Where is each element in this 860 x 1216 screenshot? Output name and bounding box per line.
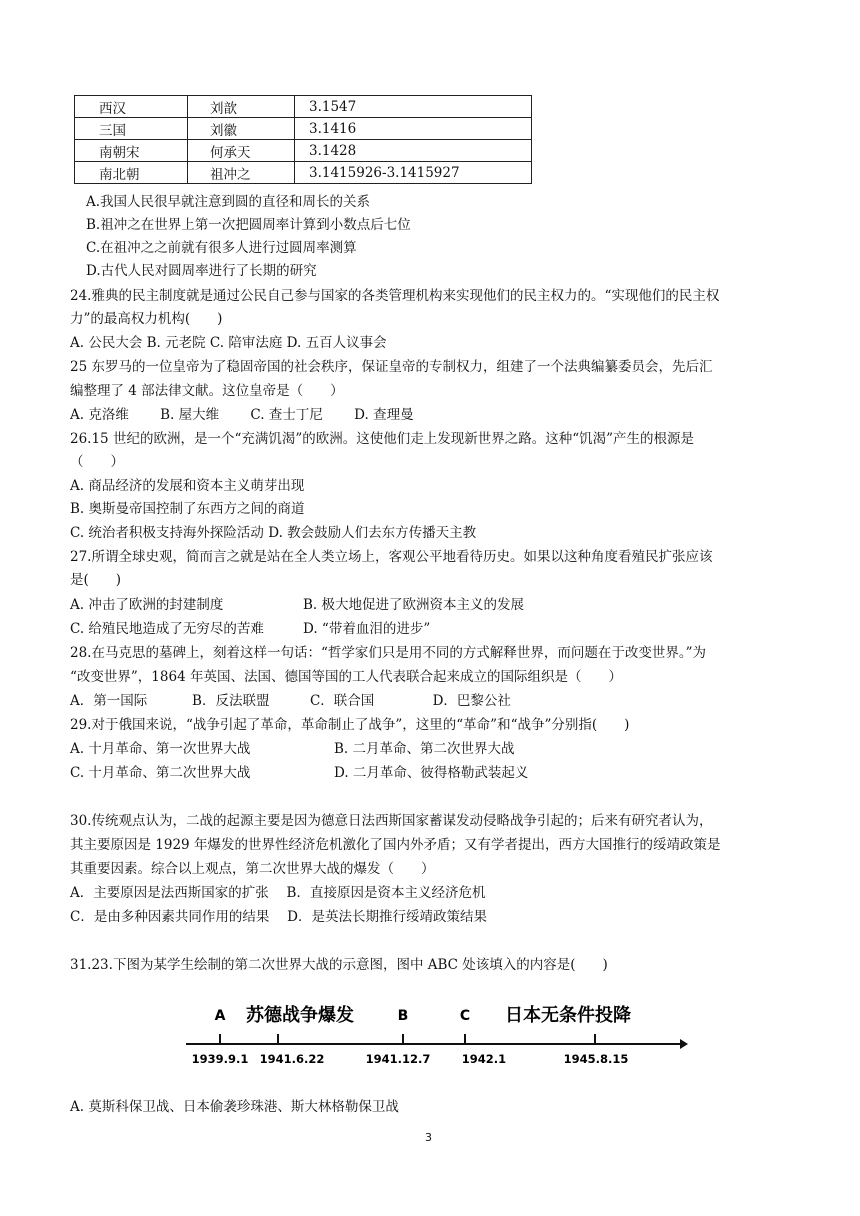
- q27-option-c: C. 给殖民地造成了无穷尽的苦难: [70, 621, 264, 637]
- timeline-label-soviet-war: 苏德战争爆发: [246, 1005, 354, 1026]
- dynasty-cell: 南朝宋: [75, 140, 188, 162]
- timeline-label-japan-surrender: 日本无条件投降: [505, 1005, 631, 1026]
- timeline-date-1: 1939.9.1: [191, 1052, 249, 1066]
- q25-options: A. 克洛维 B. 屋大维 C. 查士丁尼 D. 查理曼: [70, 407, 414, 423]
- pi-history-table: [74, 95, 532, 184]
- mathematician-cell: 刘徽: [188, 118, 295, 140]
- dynasty-cell: 南北朝: [75, 162, 188, 184]
- q24-options: A. 公民大会 B. 元老院 C. 陪审法庭 D. 五百人议事会: [70, 335, 387, 351]
- pi-value-cell: 3.1416: [295, 118, 532, 140]
- ww2-timeline-diagram: [180, 1000, 690, 1072]
- q29-option-a: A. 十月革命、第一次世界大战: [70, 741, 251, 757]
- timeline-label-c: C: [459, 1008, 471, 1024]
- dynasty-cell: 西汉: [75, 96, 188, 118]
- q23-option-c: C.在祖冲之之前就有很多人进行过圆周率测算: [86, 240, 357, 256]
- mathematician-cell: 刘歆: [188, 96, 295, 118]
- q27-stem-line-1: 27.所谓全球史观，简而言之就是站在全人类立场上，客观公平地看待历史。如果以这种角度看殖民扩张应该: [70, 549, 713, 565]
- pi-table-body: [75, 96, 532, 184]
- q28-options: A．第一国际 B．反法联盟 C．联合国 D．巴黎公社: [70, 693, 511, 709]
- q26-stem-line-1: 26.15 世纪的欧洲，是一个“充满饥渴”的欧洲。这使他们走上发现新世界之路。这种“饥渴”产生的根源是: [70, 431, 695, 447]
- q24-stem-line-2: 力”的最高权力机构( ): [70, 311, 223, 327]
- q28-stem-line-2: “改变世界”，1864 年英国、法国、德国等国的工人代表联合起来成立的国际组织是（ ）: [70, 669, 622, 685]
- q27-option-a: A. 冲击了欧洲的封建制度: [70, 597, 224, 613]
- q26-option-b: B. 奥斯曼帝国控制了东西方之间的商道: [70, 501, 305, 517]
- q28-stem-line-1: 28.在马克思的墓碑上，刻着这样一句话：“哲学家们只是用不同的方式解释世界，而问题在于改变世界。”为: [70, 645, 707, 661]
- pi-value-cell: 3.1415926-3.1415927: [295, 162, 532, 184]
- q29-option-d: D. 二月革命、彼得格勒武装起义: [334, 765, 529, 781]
- pi-table-row: [75, 118, 532, 140]
- q26-option-a: A. 商品经济的发展和资本主义萌芽出现: [70, 478, 305, 494]
- q29-stem: 29.对于俄国来说，“战争引起了革命，革命制止了战争”，这里的“革命”和“战争”分别指( ): [70, 717, 630, 733]
- pi-value-cell: 3.1547: [295, 96, 532, 118]
- pi-table-row: [75, 162, 532, 184]
- q29-option-b: B. 二月革命、第二次世界大战: [334, 741, 515, 757]
- q30-options-ab: A．主要原因是法西斯国家的扩张 B．直接原因是资本主义经济危机: [70, 885, 486, 901]
- q30-options-cd: C．是由多种因素共同作用的结果 D．是英法长期推行绥靖政策结果: [70, 909, 487, 925]
- pi-value-cell: 3.1428: [295, 140, 532, 162]
- dynasty-cell: 三国: [75, 118, 188, 140]
- q23-option-b: B.祖冲之在世界上第一次把圆周率计算到小数点后七位: [86, 217, 411, 233]
- timeline-date-5: 1945.8.15: [563, 1052, 629, 1066]
- pi-table-row: [75, 96, 532, 118]
- pi-table-row: [75, 140, 532, 162]
- q26-stem-line-2: （ ）: [70, 454, 124, 470]
- timeline-date-2: 1941.6.22: [259, 1052, 325, 1066]
- q27-option-d: D. “带着血泪的进步”: [303, 621, 431, 637]
- q30-stem-line-1: 30.传统观点认为，二战的起源主要是因为德意日法西斯国家蓄谋发动侵略战争引起的；后来有研究者认为，: [70, 813, 713, 829]
- q25-stem-line-1: 25 东罗马的一位皇帝为了稳固帝国的社会秩序，保证皇帝的专制权力，组建了一个法典编纂委员会，先后汇: [70, 359, 713, 375]
- timeline-date-4: 1942.1: [461, 1052, 507, 1066]
- q31-option-a: A. 莫斯科保卫战、日本偷袭珍珠港、斯大林格勒保卫战: [70, 1099, 399, 1115]
- q31-stem: 31.23.下图为某学生绘制的第二次世界大战的示意图，图中 ABC 处该填入的内容是( ): [70, 957, 608, 973]
- q24-stem-line-1: 24.雅典的民主制度就是通过公民自己参与国家的各类管理机构来实现他们的民主权力的。“实现他们的民主权: [70, 288, 720, 304]
- timeline-label-a: A: [214, 1008, 226, 1024]
- q23-option-d: D.古代人民对圆周率进行了长期的研究: [86, 263, 317, 279]
- q30-stem-line-3: 其重要因素。综合以上观点，第二次世界大战的爆发（ ）: [70, 861, 435, 877]
- q27-option-b: B. 极大地促进了欧洲资本主义的发展: [303, 597, 525, 613]
- timeline-date-3: 1941.12.7: [365, 1052, 431, 1066]
- q27-stem-line-2: 是( ): [70, 572, 122, 588]
- q25-stem-line-2: 编整理了 4 部法律文献。这位皇帝是（ ）: [70, 383, 344, 399]
- page-number: 3: [425, 1131, 432, 1144]
- q26-option-cd: C. 统治者积极支持海外探险活动 D. 教会鼓励人们去东方传播天主教: [70, 525, 477, 541]
- mathematician-cell: 祖冲之: [188, 162, 295, 184]
- q23-option-a: A.我国人民很早就注意到圆的直径和周长的关系: [86, 194, 371, 210]
- timeline-label-b: B: [397, 1008, 409, 1024]
- mathematician-cell: 何承天: [188, 140, 295, 162]
- q30-stem-line-2: 其主要原因是 1929 年爆发的世界性经济危机激化了国内外矛盾；又有学者提出，西方大国推行的绥靖政策是: [70, 837, 721, 853]
- timeline-arrowhead: [680, 1039, 688, 1049]
- q29-option-c: C. 十月革命、第二次世界大战: [70, 765, 251, 781]
